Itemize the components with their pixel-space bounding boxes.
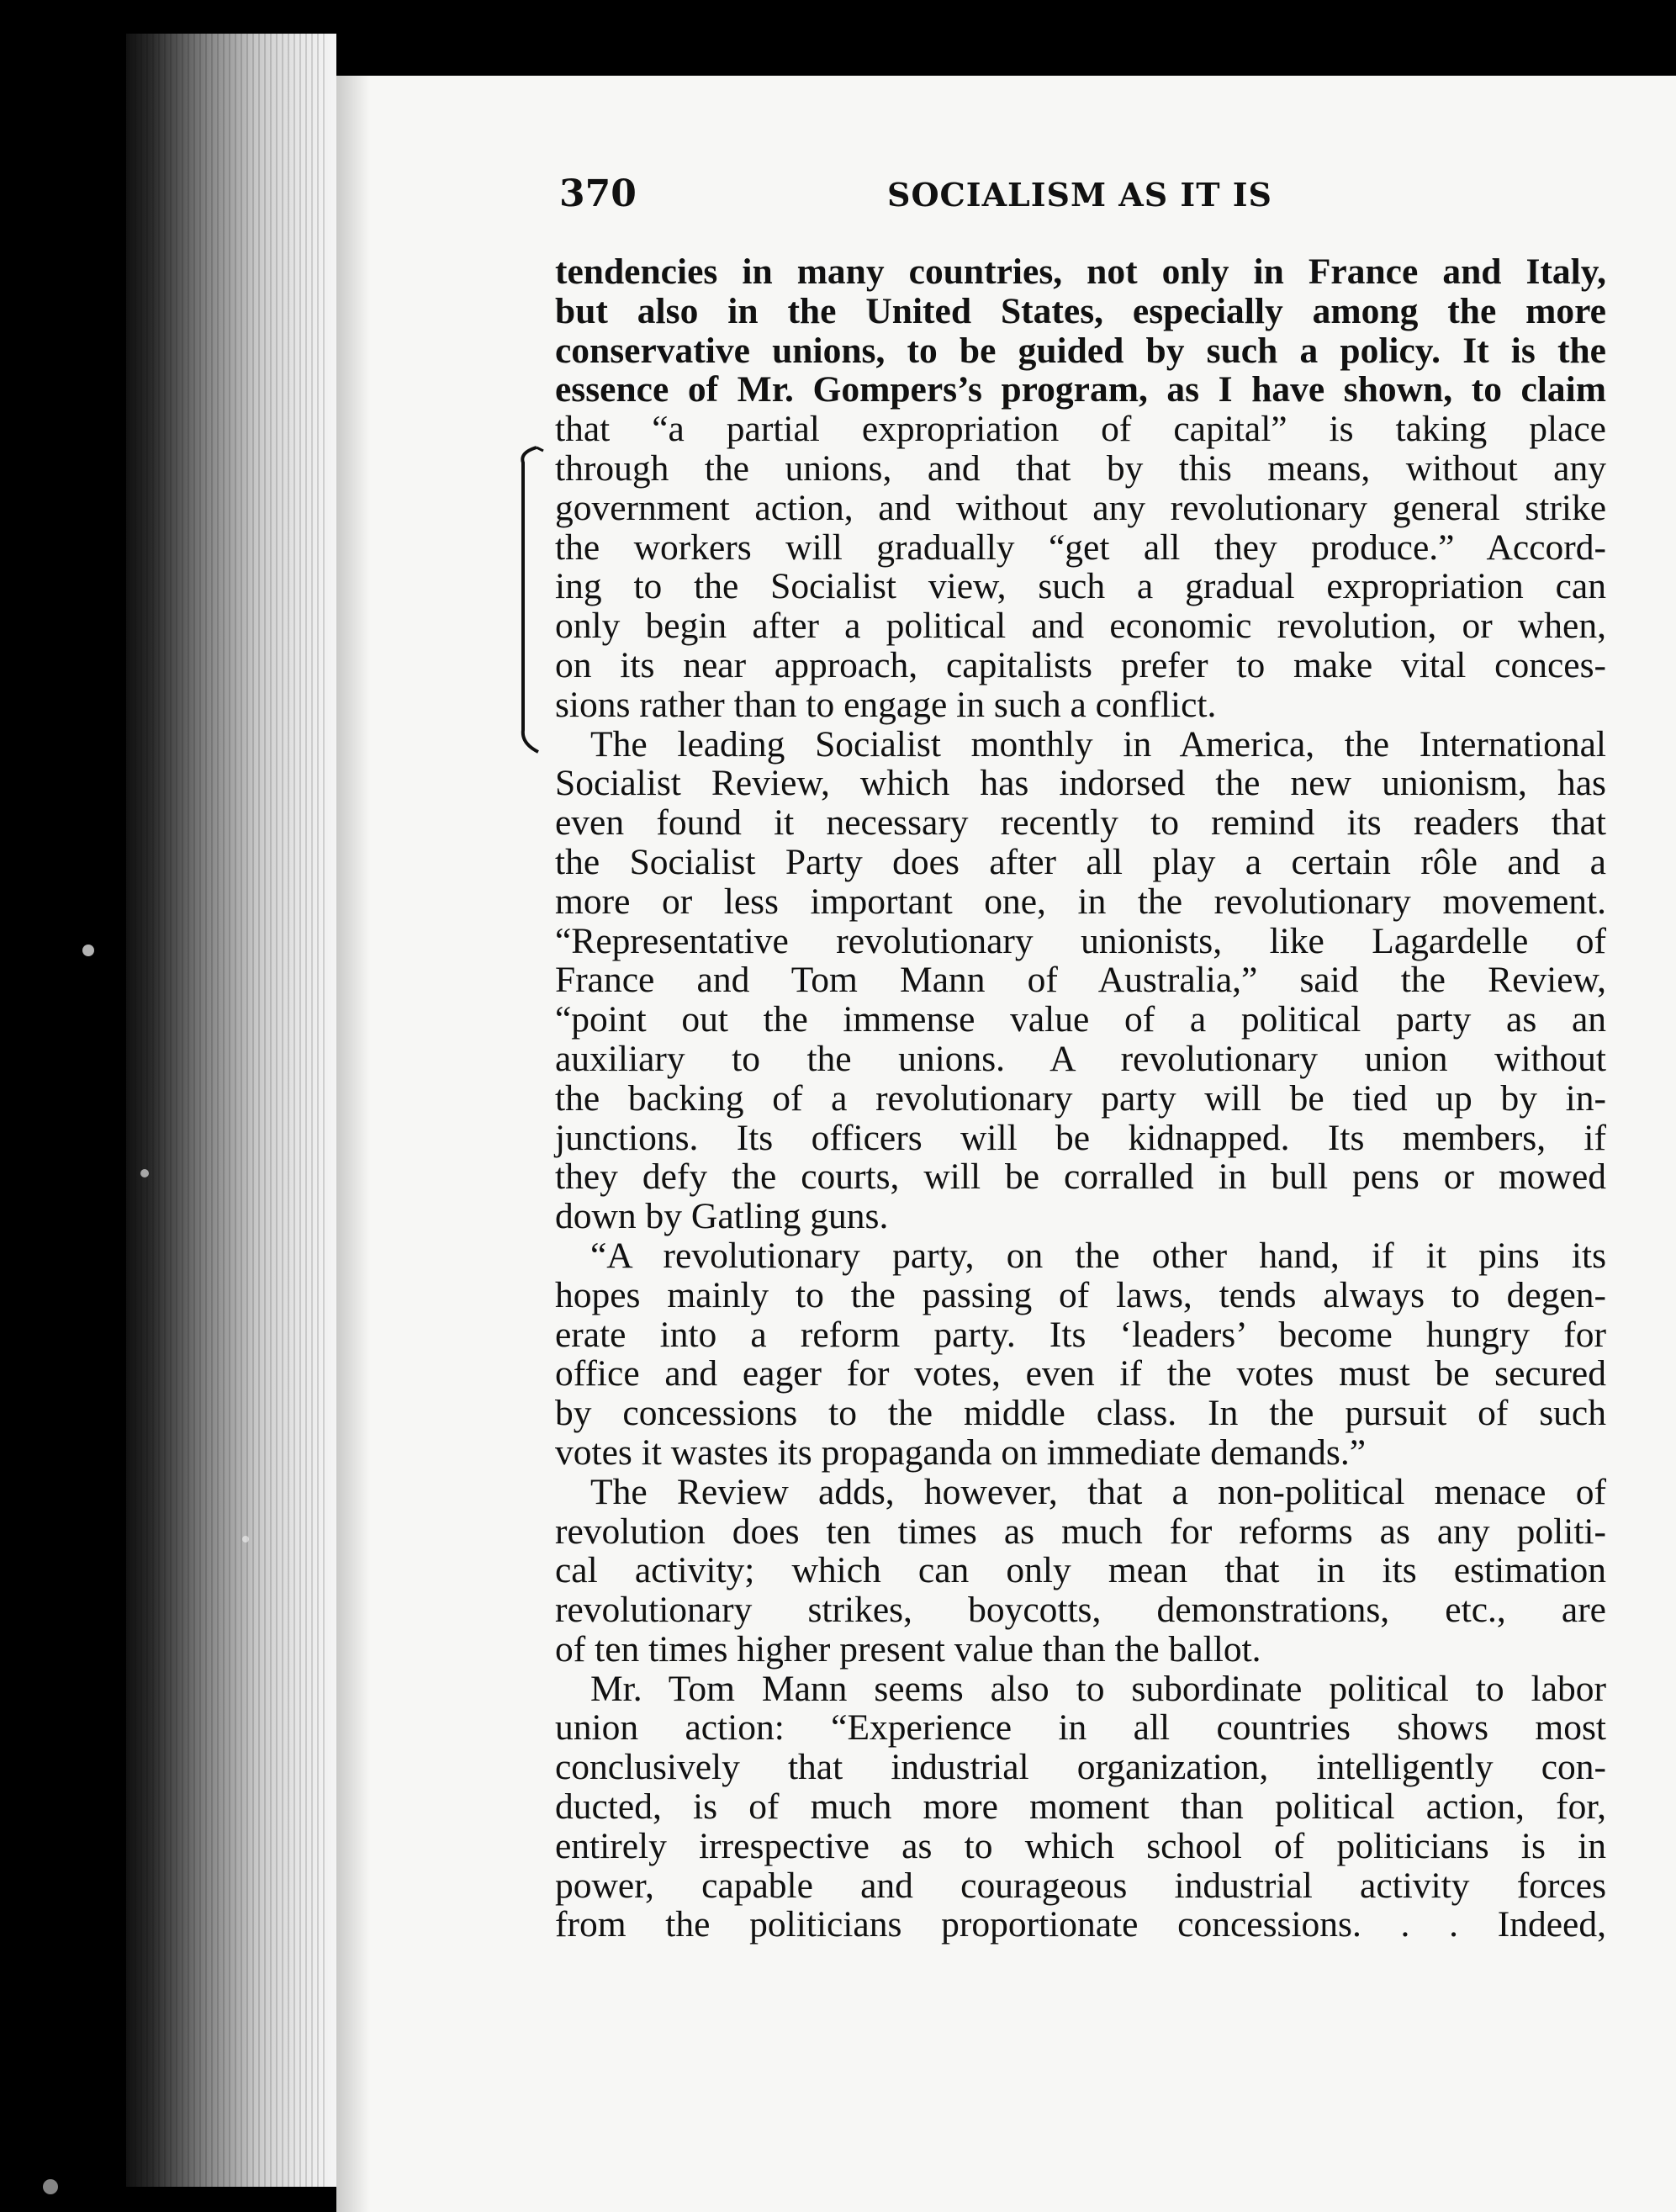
page-number: 370 [559, 172, 637, 215]
text-line: by concessions to the middle class. In the pursuit of such [555, 1393, 1606, 1434]
running-title: SOCIALISM AS IT IS [887, 176, 1272, 214]
text-line: tendencies in many countries, not only in France and Italy, [555, 251, 1606, 292]
text-line: down by Gatling guns. [555, 1196, 889, 1237]
text-line: revolution does ten times as much for reforms as any politi- [555, 1511, 1606, 1552]
text-line: auxiliary to the unions. A revolutionary union without [555, 1038, 1606, 1079]
text-line: government action, and without any revolutionary general strike [555, 487, 1606, 528]
text-line: on its near approach, capitalists prefer to make vital conces- [555, 644, 1606, 685]
text-line: votes it wastes its propaganda on immediate demands.” [555, 1431, 1367, 1473]
text-line: The leading Socialist monthly in America, the International [590, 723, 1606, 765]
text-line: conclusively that industrial organization, intelligently con- [555, 1747, 1606, 1788]
running-head [559, 172, 1610, 223]
text-line: essence of Mr. Gompers’s program, as I have shown, to claim [555, 369, 1606, 410]
text-line: The Review adds, however, that a non-political menace of [590, 1471, 1606, 1512]
text-line: only begin after a political and economic revolution, or when, [555, 606, 1606, 647]
text-line: “Representative revolutionary unionists, like Lagardelle of [555, 920, 1606, 961]
text-line: through the unions, and that by this means, without any [555, 447, 1606, 489]
binding-shadow [336, 76, 370, 2212]
text-line: ing to the Socialist view, such a gradual expropriation can [555, 566, 1606, 607]
text-line: sions rather than to engage in such a conflict. [555, 684, 1217, 725]
text-line: even found it necessary recently to remind its readers that [555, 802, 1606, 844]
text-line: junctions. Its officers will be kidnapped. Its members, if [555, 1117, 1606, 1158]
text-line: revolutionary strikes, boycotts, demonstrations, etc., are [555, 1590, 1606, 1631]
body-text [555, 252, 1606, 1945]
text-line: “point out the immense value of a political party as an [555, 999, 1606, 1040]
text-line: the Socialist Party does after all play a certain rôle and a [555, 841, 1606, 882]
text-line: hopes mainly to the passing of laws, tends always to degen- [555, 1274, 1606, 1315]
text-line: but also in the United States, especially among the more [555, 290, 1606, 331]
text-line: more or less important one, in the revolutionary movement. [555, 881, 1606, 922]
text-line: “A revolutionary party, on the other hand, if it pins its [590, 1235, 1606, 1276]
text-line: Socialist Review, which has indorsed the new unionism, has [555, 763, 1606, 804]
text-line: union action: “Experience in all countries shows most [555, 1707, 1606, 1749]
text-line: of ten times higher present value than the ballot. [555, 1628, 1261, 1670]
text-line: the workers will gradually “get all they produce.” Accord- [555, 527, 1606, 568]
text-line: cal activity; which can only mean that in its estimation [555, 1550, 1606, 1591]
text-line: the backing of a revolutionary party will be tied up by in- [555, 1077, 1606, 1119]
text-line: they defy the courts, will be corralled in bull pens or mowed [555, 1156, 1606, 1198]
margin-bracket-mark [513, 444, 547, 755]
text-line: office and eager for votes, even if the votes must be secured [555, 1353, 1606, 1394]
text-line: France and Tom Mann of Australia,” said the Review, [555, 960, 1606, 1001]
text-line: Mr. Tom Mann seems also to subordinate political to labor [590, 1668, 1606, 1709]
text-line: ducted, is of much more moment than political action, for, [555, 1786, 1606, 1828]
page-edge-texture [135, 34, 328, 2187]
text-line: erate into a reform party. Its ‘leaders’ become hungry for [555, 1314, 1606, 1355]
text-line: from the politicians proportionate concessions. . . Indeed, [555, 1904, 1606, 1945]
text-line: conservative unions, to be guided by such a policy. It is the [555, 330, 1606, 371]
text-line: entirely irrespective as to which school of politicians is in [555, 1825, 1606, 1866]
text-line: that “a partial expropriation of capital” is taking place [555, 409, 1606, 450]
text-line: power, capable and courageous industrial activity forces [555, 1865, 1606, 1906]
